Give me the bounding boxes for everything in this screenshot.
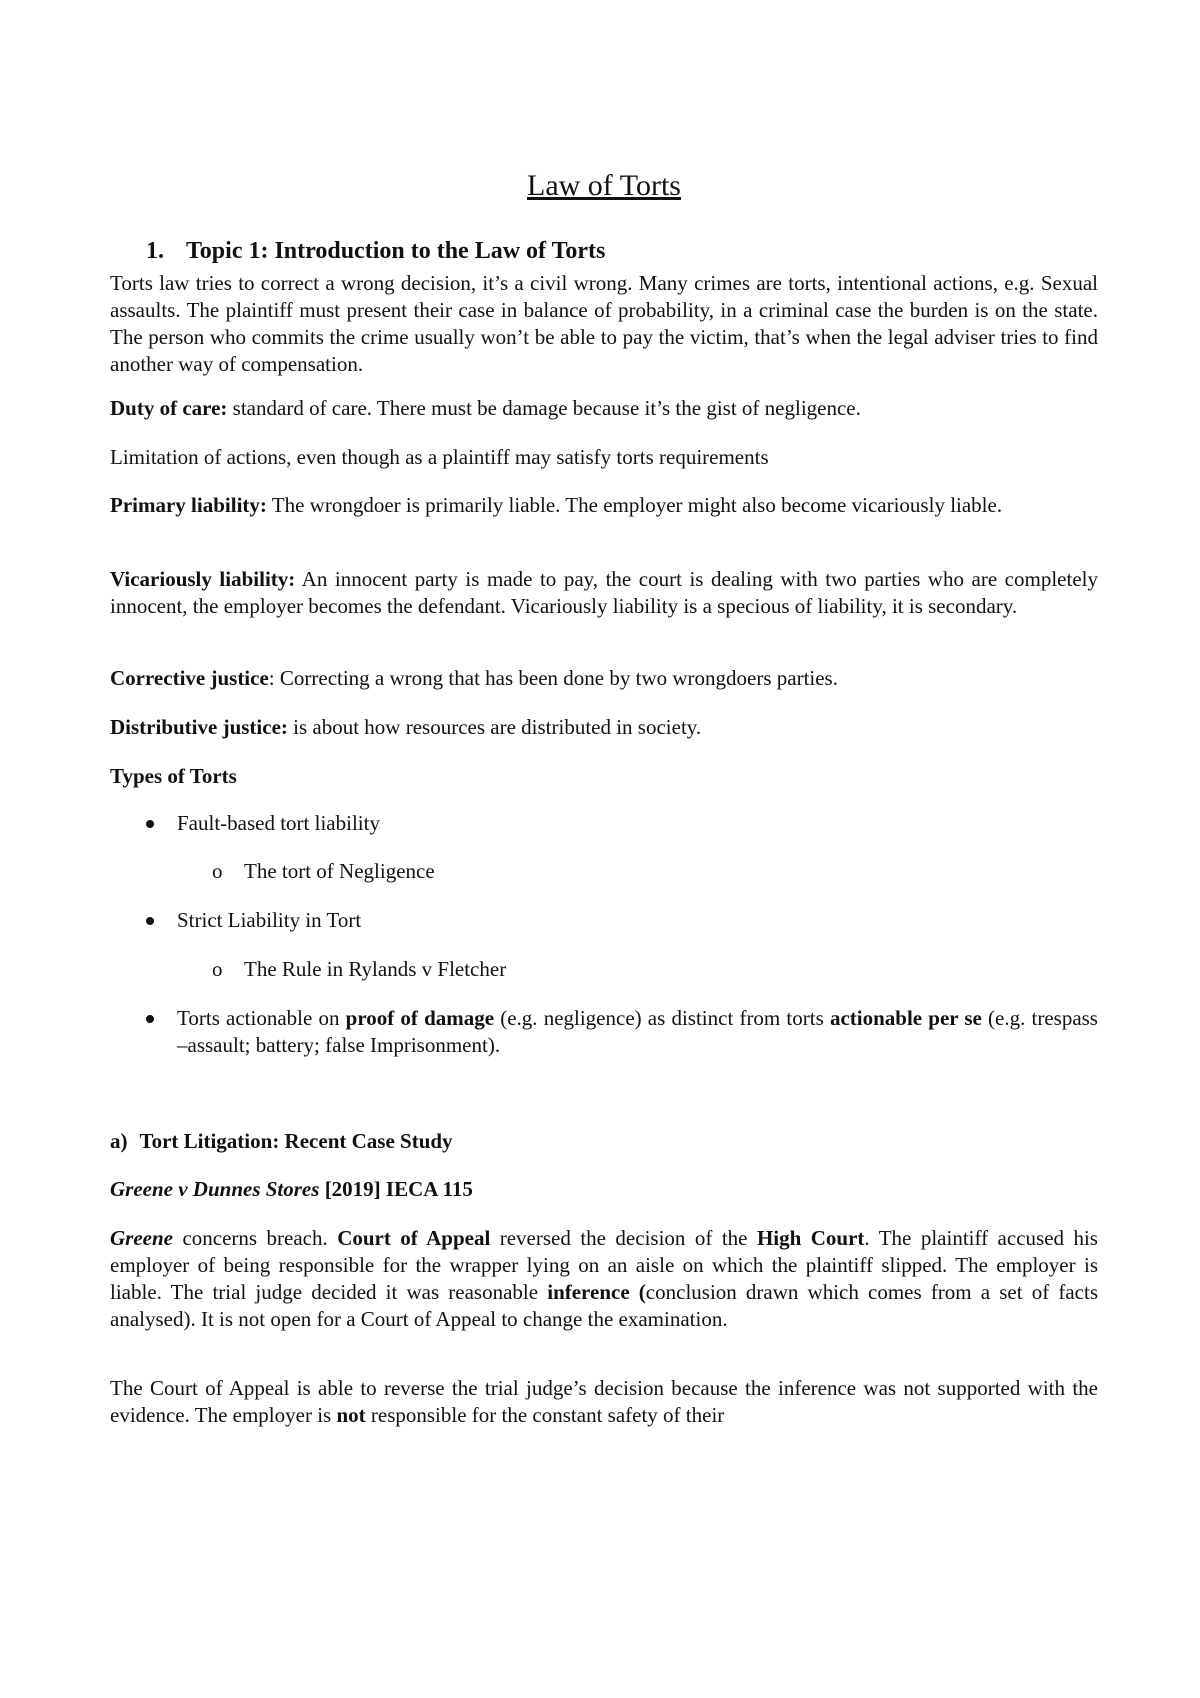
duty-of-care-text: standard of care. There must be damage because it’s the gist of negligence. [227,396,861,420]
corrective-justice-term: Corrective justice [110,666,269,690]
page-title: Law of Torts [527,169,681,202]
duty-of-care-term: Duty of care: [110,396,228,420]
paragraph-text: conclusion drawn which comes from a set of facts analysed). It is not open for a Court of Appeal to change the examination. [110,1280,1099,1331]
section-a-heading-text: Tort Litigation: Recent Case Study [139,1129,453,1153]
list-item-text-part: (e.g. negligence) as distinct from torts [494,1006,830,1030]
not-term: not [336,1403,366,1427]
greene-paragraph [110,1225,1098,1333]
sub-list-item-text: The Rule in Rylands v Fletcher [244,957,507,981]
sub-list-item-text: The tort of Negligence [244,859,435,883]
paragraph-text: concerns breach. [172,1226,338,1250]
inference-term: inference ( [547,1280,646,1304]
corrective-justice-text: : Correcting a wrong that has been done by two wrongdoers parties. [268,666,838,690]
paragraph-text: responsible for the constant safety of their [365,1403,725,1427]
final-paragraph [110,1375,1098,1429]
distributive-justice-term: Distributive justice: [110,715,288,739]
intro-paragraph: Torts law tries to correct a wrong decision, it’s a civil wrong. Many crimes are torts, intentional actions, e.g. Sexual assaults. The plaintiff must present their case in balance of probability, in a criminal case the burden is on the state. The person who commits the crime usually won’t be able to pay the victim, that’s when the legal adviser tries to find another way of compensation. [110,271,1098,376]
topic-heading-text: Topic 1: Introduction to the Law of Torts [186,238,606,264]
paragraph-text: reversed the decision of the [490,1226,757,1250]
duty-of-care-paragraph [110,395,1098,422]
vicarious-liability-text: An innocent party is made to pay, the court is dealing with two parties who are completely innocent, the employer becomes the defendant. Vicariously liability is a specious of liability, it is secondary. [110,567,1098,618]
greene-case-name: Greene [110,1226,173,1250]
case-name: Greene v Dunnes Stores [110,1177,320,1201]
bullet-icon [146,1015,154,1023]
topic-number: 1. [146,238,164,264]
section-a-heading [110,1128,1098,1155]
topic-heading [146,236,605,266]
high-court-term: High Court [756,1226,865,1250]
list-item-text-part: Torts actionable on [177,1006,346,1030]
distributive-justice-paragraph [110,714,1098,741]
list-item-text: Fault-based tort liability [177,811,380,835]
limitation-paragraph: Limitation of actions, even though as a plaintiff may satisfy torts requirements [110,445,769,469]
bullet-icon [146,917,154,925]
vicarious-liability-term: Vicariously liability: [110,567,296,591]
list-item-text: Strict Liability in Tort [177,908,362,932]
case-citation [110,1176,1098,1203]
circle-bullet-icon: o [212,957,223,981]
paragraph-text: . The plaintiff accused his employer of being responsible for the wrapper lying on an aisle on which the plaintiff slipped. The employer is liable. The trial judge decided it was reasonable [110,1226,1098,1304]
primary-liability-text: The wrongdoer is primarily liable. The employer might also become vicariously liable. [266,493,1003,517]
paragraph-text: The Court of Appeal is able to reverse the trial judge’s decision because the inference was not supported with the evidence. The employer is [110,1376,1098,1427]
distributive-justice-text: is about how resources are distributed in society. [287,715,702,739]
section-a-marker: a) [110,1129,128,1153]
proof-of-damage-term: proof of damage [345,1006,495,1030]
types-of-torts-heading [110,763,1098,790]
case-citation-ref: [2019] IECA 115 [319,1177,473,1201]
bullet-icon [146,820,154,828]
primary-liability-term: Primary liability: [110,493,267,517]
court-of-appeal-term: Court of Appeal [337,1226,491,1250]
list-item-text-part: (e.g. trespass –assault; battery; false Imprisonment). [177,1006,1098,1057]
list-item-text [177,1005,1098,1059]
circle-bullet-icon: o [212,859,223,883]
actionable-per-se-term: actionable per se [829,1006,982,1030]
corrective-justice-paragraph [110,665,1098,692]
primary-liability-paragraph [110,492,1098,519]
types-of-torts-heading-text: Types of Torts [110,764,237,788]
vicarious-liability-paragraph [110,566,1098,620]
